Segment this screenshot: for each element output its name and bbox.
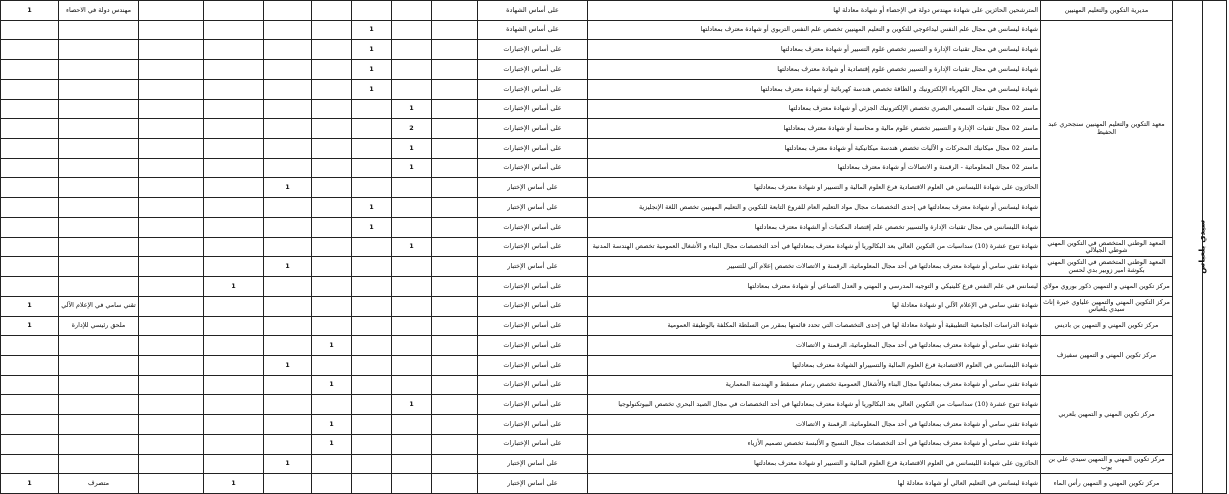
count-cell-g <box>432 474 478 494</box>
qualification-condition-cell: شهادة الدراسات الجامعية التطبيقية أو شهادة معادلة لها في إحدى التخصصات التي تحدد قائمتها بمقرر من السلطة المكلفة بالوظيفة العمومية <box>588 316 1041 336</box>
count-cell-d <box>312 316 352 336</box>
specialty-cell <box>59 119 139 139</box>
count-cell-a <box>139 198 204 218</box>
qualification-condition-cell: شهادة ليسانس في التعليم العالي أو شهادة معادلة لها <box>588 474 1041 494</box>
count-cell-a <box>139 79 204 99</box>
count-cell-d <box>312 178 352 198</box>
total-count-cell <box>1 375 59 395</box>
count-cell-e <box>352 119 392 139</box>
count-cell-e: 1 <box>352 198 392 218</box>
total-count-cell <box>1 198 59 218</box>
total-count-cell: 1 <box>1 474 59 494</box>
total-count-cell <box>1 178 59 198</box>
table-row <box>1 474 1227 494</box>
count-cell-c <box>264 40 312 60</box>
count-cell-b <box>204 178 264 198</box>
recruitment-basis-cell: على أساس الإختبار <box>478 474 588 494</box>
count-cell-f <box>392 454 432 474</box>
institution-cell: معهد التكوين والتعليم المهنيين سنجحري عبد الحفيظ <box>1041 20 1173 237</box>
count-cell-c <box>264 158 312 178</box>
qualification-condition-cell: شهادة تتوج عشرة (10) سداسيات من التكوين العالي بعد البكالوريا أو شهادة معترف بمعادلتها في أحد التخصصات في مجال الصيد البحري تخصص البيوتكنولوجيا <box>588 395 1041 415</box>
count-cell-d <box>312 454 352 474</box>
count-cell-b <box>204 316 264 336</box>
count-cell-f <box>392 415 432 435</box>
count-cell-f <box>392 434 432 454</box>
institution-cell: مركز التكوين المهني والتمهين علياوي خيرة إناث سيدي بلعباس <box>1041 296 1173 316</box>
count-cell-g <box>432 20 478 40</box>
count-cell-f: 1 <box>392 395 432 415</box>
specialty-cell: مهندس دولة في الاحصاء <box>59 1 139 21</box>
recruitment-basis-cell: على أساس الإختبارات <box>478 316 588 336</box>
specialty-cell <box>59 198 139 218</box>
count-cell-d <box>312 474 352 494</box>
count-cell-g <box>432 316 478 336</box>
count-cell-e <box>352 434 392 454</box>
count-cell-e <box>352 316 392 336</box>
count-cell-d <box>312 60 352 80</box>
recruitment-basis-cell: على أساس الإختبارات <box>478 395 588 415</box>
count-cell-d <box>312 139 352 159</box>
total-count-cell <box>1 158 59 178</box>
count-cell-d <box>312 237 352 257</box>
count-cell-d: 1 <box>312 375 352 395</box>
count-cell-b <box>204 139 264 159</box>
count-cell-d <box>312 355 352 375</box>
count-cell-e <box>352 237 392 257</box>
specialty-cell <box>59 79 139 99</box>
count-cell-g <box>432 434 478 454</box>
count-cell-a <box>139 355 204 375</box>
count-cell-e <box>352 375 392 395</box>
count-cell-c: 1 <box>264 454 312 474</box>
count-cell-g <box>432 277 478 297</box>
recruitment-basis-cell: على أساس الإختبارات <box>478 415 588 435</box>
qualification-condition-cell: شهادة تقني سامي أو شهادة معترف بمعادلتها في أحد مجال المعلوماتية، الرقمنة و الاتصالات <box>588 415 1041 435</box>
count-cell-b <box>204 79 264 99</box>
count-cell-g <box>432 355 478 375</box>
table-row <box>1 20 1227 40</box>
qualification-condition-cell: شهادة ليسانس في مجال علم النفس ليداغوجي للتكوين و التعليم المهنيين تخصص علم النفس التربوي أو شهادة معترف بمعادلتها <box>588 20 1041 40</box>
count-cell-b <box>204 217 264 237</box>
recruitment-basis-cell: على أساس الإختبارات <box>478 99 588 119</box>
count-cell-g <box>432 454 478 474</box>
institution-cell: مركز تكوين المهني و التمهين بن باديس <box>1041 316 1173 336</box>
qualification-condition-cell: شهادة ليسانس في مجال الكهرباء الإلكترونيك و الطاقة تخصص هندسة كهربائية أو شهادة معترف بمعادلتها <box>588 79 1041 99</box>
count-cell-e <box>352 415 392 435</box>
count-cell-d <box>312 158 352 178</box>
count-cell-c <box>264 434 312 454</box>
count-cell-e <box>352 355 392 375</box>
recruitment-basis-cell: على أساس الإختبار <box>478 178 588 198</box>
total-count-cell <box>1 355 59 375</box>
qualification-condition-cell: شهادة تقني سامي أو شهادة معترف بمعادلتها في أحد مجال المعلوماتية، الرقمنة و الاتصالات تخصص إعلام آلي للتسيير <box>588 257 1041 277</box>
table-row <box>1 336 1227 356</box>
count-cell-f <box>392 277 432 297</box>
count-cell-f: 1 <box>392 237 432 257</box>
total-count-cell <box>1 20 59 40</box>
specialty-cell <box>59 454 139 474</box>
count-cell-c <box>264 119 312 139</box>
count-cell-a <box>139 454 204 474</box>
count-cell-c: 1 <box>264 257 312 277</box>
table-row <box>1 1 1227 21</box>
count-cell-b <box>204 198 264 218</box>
count-cell-b <box>204 336 264 356</box>
total-count-cell <box>1 119 59 139</box>
count-cell-f <box>392 296 432 316</box>
count-cell-d <box>312 198 352 218</box>
count-cell-c <box>264 474 312 494</box>
count-cell-g <box>432 99 478 119</box>
recruitment-basis-cell: على أساس الإختبارات <box>478 139 588 159</box>
count-cell-g <box>432 139 478 159</box>
count-cell-a <box>139 237 204 257</box>
count-cell-f <box>392 40 432 60</box>
count-cell-e <box>352 454 392 474</box>
count-cell-e <box>352 474 392 494</box>
count-cell-f <box>392 375 432 395</box>
institution-cell: مركز تكوين المهني و التمهين ذكور بوروي مولاي <box>1041 277 1173 297</box>
recruitment-basis-cell: على أساس الشهادة <box>478 1 588 21</box>
table-row <box>1 277 1227 297</box>
total-count-cell <box>1 237 59 257</box>
count-cell-e: 1 <box>352 79 392 99</box>
qualification-condition-cell: ليسانس في علم النفس فرع كلينيكي و التوجيه المدرسي و المهني و العدل الصناعي أو شهادة معترف بمعادلتها <box>588 277 1041 297</box>
recruitment-basis-cell: على أساس الشهادة <box>478 20 588 40</box>
count-cell-g <box>432 40 478 60</box>
recruitment-basis-cell: على أساس الإختبار <box>478 198 588 218</box>
total-count-cell <box>1 99 59 119</box>
count-cell-e <box>352 257 392 277</box>
count-cell-b <box>204 237 264 257</box>
count-cell-c <box>264 217 312 237</box>
count-cell-e <box>352 158 392 178</box>
total-count-cell <box>1 434 59 454</box>
count-cell-g <box>432 217 478 237</box>
count-cell-a <box>139 99 204 119</box>
qualification-condition-cell: شهادة تقني سامي في الإعلام الآلي او شهادة معادلة لها <box>588 296 1041 316</box>
count-cell-a <box>139 60 204 80</box>
count-cell-f <box>392 217 432 237</box>
count-cell-b <box>204 119 264 139</box>
table-row <box>1 237 1227 257</box>
total-count-cell <box>1 395 59 415</box>
specialty-cell: تقني سامي في الإعلام الآلي <box>59 296 139 316</box>
count-cell-g <box>432 415 478 435</box>
count-cell-b <box>204 355 264 375</box>
count-cell-g <box>432 119 478 139</box>
count-cell-g <box>432 296 478 316</box>
recruitment-basis-cell: على أساس الإختبارات <box>478 79 588 99</box>
count-cell-a <box>139 257 204 277</box>
count-cell-d <box>312 99 352 119</box>
qualification-condition-cell: شهادة تتوج عشرة (10) سداسيات من التكوين العالي بعد البكالوريا أو شهادة معترف بمعادلتها في أحد التخصصات مجال البناء و الأشغال العمومية تخصص الهندسة المدنية <box>588 237 1041 257</box>
specialty-cell <box>59 99 139 119</box>
count-cell-f <box>392 198 432 218</box>
count-cell-b: 1 <box>204 277 264 297</box>
count-cell-b <box>204 375 264 395</box>
count-cell-c <box>264 277 312 297</box>
count-cell-e: 1 <box>352 20 392 40</box>
count-cell-c <box>264 415 312 435</box>
count-cell-c <box>264 237 312 257</box>
institution-cell: مركز تكوين المهني و التمهين رأس الماء <box>1041 474 1173 494</box>
count-cell-b <box>204 454 264 474</box>
specialty-cell <box>59 139 139 159</box>
recruitment-basis-cell: على أساس الإختبارات <box>478 119 588 139</box>
count-cell-c <box>264 1 312 21</box>
count-cell-c <box>264 296 312 316</box>
recruitment-basis-cell: على أساس الإختبارات <box>478 158 588 178</box>
specialty-cell <box>59 158 139 178</box>
specialty-cell: ملحق رئيسي للإدارة <box>59 316 139 336</box>
recruitment-basis-cell: على أساس الإختبارات <box>478 237 588 257</box>
qualification-condition-cell: شهادة الليسانس في العلوم الاقتصادية فرع العلوم المالية والتسييراو الشهادة معترف بمعادلتها <box>588 355 1041 375</box>
count-cell-a <box>139 415 204 435</box>
count-cell-g <box>432 375 478 395</box>
wilaya-label: سيدي بلعباس <box>1197 219 1207 274</box>
count-cell-d <box>312 119 352 139</box>
count-cell-b <box>204 99 264 119</box>
wilaya-cell <box>1173 1 1207 494</box>
count-cell-f <box>392 474 432 494</box>
count-cell-c <box>264 139 312 159</box>
count-cell-g <box>432 237 478 257</box>
count-cell-a <box>139 434 204 454</box>
specialty-cell <box>59 277 139 297</box>
institution-cell: مديرية التكوين والتعليم المهنيين <box>1041 1 1173 21</box>
count-cell-f: 1 <box>392 99 432 119</box>
qualification-condition-cell: الحائزون على شهادة الليسانس في العلوم الاقتصادية فرع العلوم المالية و التسيير او شهادة معترف بمعادلتها <box>588 454 1041 474</box>
specialty-cell <box>59 257 139 277</box>
count-cell-a <box>139 139 204 159</box>
qualification-condition-cell: شهادة ليسانس في مجال تقنيات الإدارة و التسيير تخصص علوم التسيير أو شهادة معترف بمعادلتها <box>588 40 1041 60</box>
qualification-condition-cell: الحائزون على شهادة الليسانس في العلوم الاقتصادية فرع العلوم المالية و التسيير او شهادة معترف بمعادلتها <box>588 178 1041 198</box>
total-count-cell <box>1 60 59 80</box>
count-cell-b <box>204 40 264 60</box>
count-cell-a <box>139 158 204 178</box>
count-cell-a <box>139 474 204 494</box>
count-cell-a <box>139 119 204 139</box>
qualification-condition-cell: شهادة تقني سامي أو شهادة معترف بمعادلتها في أحد مجال المعلوماتية، الرقمنة و الاتصالات <box>588 336 1041 356</box>
count-cell-b <box>204 1 264 21</box>
count-cell-f <box>392 1 432 21</box>
count-cell-a <box>139 1 204 21</box>
recruitment-basis-cell: على أساس الإختبار <box>478 454 588 474</box>
count-cell-a <box>139 40 204 60</box>
total-count-cell <box>1 139 59 159</box>
qualification-condition-cell: شهادة ليسانس في مجال تقنيات الإدارة و التسيير تخصص علوم إقتصادية أو شهادة معترف بمعادلتها <box>588 60 1041 80</box>
total-count-cell: 1 <box>1 1 59 21</box>
specialty-cell <box>59 20 139 40</box>
count-cell-e: 1 <box>352 217 392 237</box>
count-cell-d <box>312 277 352 297</box>
count-cell-a <box>139 375 204 395</box>
institution-cell: المعهد الوطني المتخصص في التكوين المهني شوطي الجيلالي <box>1041 237 1173 257</box>
specialty-cell <box>59 355 139 375</box>
qualification-condition-cell: شهادة تقني سامي أو شهادة معترف بمعادلتها مجال البناء والأشغال العمومية تخصص رسام مسقط و الهندسة المعمارية <box>588 375 1041 395</box>
recruitment-basis-cell: على أساس الإختبارات <box>478 277 588 297</box>
count-cell-f <box>392 355 432 375</box>
count-cell-c <box>264 336 312 356</box>
specialty-cell <box>59 40 139 60</box>
count-cell-g <box>432 60 478 80</box>
count-cell-g <box>432 198 478 218</box>
count-cell-a <box>139 336 204 356</box>
total-count-cell <box>1 217 59 237</box>
count-cell-d <box>312 217 352 237</box>
table-row <box>1 257 1227 277</box>
count-cell-e <box>352 395 392 415</box>
count-cell-c <box>264 375 312 395</box>
count-cell-e <box>352 277 392 297</box>
count-cell-b: 1 <box>204 474 264 494</box>
qualification-condition-cell: شهادة الليسانس في مجال تقنيات الإدارة والتسيير تخصص علم إقتصاد المكتبات أو الشهادة معترف بمعادلتها <box>588 217 1041 237</box>
count-cell-d <box>312 79 352 99</box>
recruitment-basis-cell: على أساس الإختبارات <box>478 217 588 237</box>
count-cell-c <box>264 316 312 336</box>
specialty-cell <box>59 434 139 454</box>
count-cell-d <box>312 296 352 316</box>
institution-cell: المعهد الوطني المتخصص في التكوين المهني بكوشة امير زوبير بدي لحسن <box>1041 257 1173 277</box>
count-cell-e <box>352 99 392 119</box>
count-cell-f <box>392 178 432 198</box>
count-cell-d <box>312 257 352 277</box>
recruitment-basis-cell: على أساس الإختبارات <box>478 296 588 316</box>
specialty-cell: متصرف <box>59 474 139 494</box>
count-cell-a <box>139 178 204 198</box>
specialty-cell <box>59 395 139 415</box>
total-count-cell: 1 <box>1 296 59 316</box>
specialty-cell <box>59 237 139 257</box>
count-cell-d: 1 <box>312 415 352 435</box>
count-cell-d <box>312 1 352 21</box>
count-cell-c <box>264 79 312 99</box>
count-cell-f <box>392 257 432 277</box>
count-cell-b <box>204 415 264 435</box>
table-row <box>1 454 1227 474</box>
table-row <box>1 375 1227 395</box>
count-cell-f: 1 <box>392 158 432 178</box>
count-cell-g <box>432 257 478 277</box>
count-cell-a <box>139 296 204 316</box>
qualification-condition-cell: ماستر 02 مجال ميكانيك المحركات و الآليات تخصص هندسة ميكانيكية أو شهادة معترف بمعادلتها <box>588 139 1041 159</box>
specialty-cell <box>59 415 139 435</box>
count-cell-b <box>204 395 264 415</box>
total-count-cell <box>1 79 59 99</box>
count-cell-d: 1 <box>312 434 352 454</box>
count-cell-c <box>264 60 312 80</box>
count-cell-a <box>139 395 204 415</box>
total-count-cell <box>1 336 59 356</box>
count-cell-c <box>264 99 312 119</box>
total-count-cell <box>1 277 59 297</box>
count-cell-c: 1 <box>264 178 312 198</box>
count-cell-b <box>204 158 264 178</box>
count-cell-c <box>264 395 312 415</box>
count-cell-f: 1 <box>392 139 432 159</box>
count-cell-g <box>432 178 478 198</box>
qualification-condition-cell: ماستر 02 مجال تقنيات الإدارة و التسيير تخصص علوم مالية و محاسبة أو شهادة معترف بمعادلتها <box>588 119 1041 139</box>
count-cell-f <box>392 316 432 336</box>
count-cell-c <box>264 198 312 218</box>
count-cell-b <box>204 60 264 80</box>
table-row <box>1 316 1227 336</box>
recruitment-basis-cell: على أساس الإختبارات <box>478 40 588 60</box>
count-cell-f <box>392 79 432 99</box>
count-cell-a <box>139 20 204 40</box>
total-count-cell <box>1 454 59 474</box>
institution-cell: مركز تكوين المهني و التمهين بلعربي <box>1041 375 1173 454</box>
count-cell-e: 1 <box>352 40 392 60</box>
specialty-cell <box>59 217 139 237</box>
count-cell-d <box>312 40 352 60</box>
recruitment-basis-cell: على أساس الإختبارات <box>478 336 588 356</box>
specialty-cell <box>59 60 139 80</box>
count-cell-d <box>312 395 352 415</box>
institution-cell: مركز تكوين المهني و التمهين سيدي علي بن يوب <box>1041 454 1173 474</box>
count-cell-e <box>352 139 392 159</box>
recruitment-basis-cell: على أساس الإختبارات <box>478 375 588 395</box>
qualification-condition-cell: ماستر 02 مجال تقنيات السمعي البصري تخصص الإلكترونيك الجزئي أو شهادة معترف بمعادلتها <box>588 99 1041 119</box>
recruitment-basis-cell: على أساس الإختبار <box>478 257 588 277</box>
institution-cell: مركز تكوين المهني و التمهين سفيزف <box>1041 336 1173 375</box>
count-cell-g <box>432 1 478 21</box>
count-cell-f <box>392 336 432 356</box>
recruitment-basis-cell: على أساس الإختبارات <box>478 355 588 375</box>
count-cell-g <box>432 158 478 178</box>
count-cell-g <box>432 336 478 356</box>
count-cell-d: 1 <box>312 336 352 356</box>
count-cell-b <box>204 20 264 40</box>
count-cell-b <box>204 257 264 277</box>
count-cell-e <box>352 178 392 198</box>
specialty-cell <box>59 336 139 356</box>
count-cell-b <box>204 296 264 316</box>
count-cell-c <box>264 20 312 40</box>
count-cell-e <box>352 1 392 21</box>
qualification-condition-cell: شهادة تقني سامي أو شهادة معترف بمعادلتها في أحد التخصصات مجال النسيج و الألبسة تخصص تصميم الأزياء <box>588 434 1041 454</box>
count-cell-f <box>392 60 432 80</box>
total-count-cell <box>1 40 59 60</box>
recruitment-basis-cell: على أساس الإختبارات <box>478 60 588 80</box>
total-count-cell <box>1 257 59 277</box>
table-row <box>1 296 1227 316</box>
specialty-cell <box>59 375 139 395</box>
count-cell-e <box>352 296 392 316</box>
count-cell-g <box>432 395 478 415</box>
count-cell-b <box>204 434 264 454</box>
count-cell-e <box>352 336 392 356</box>
count-cell-a <box>139 217 204 237</box>
specialty-cell <box>59 178 139 198</box>
count-cell-e: 1 <box>352 60 392 80</box>
count-cell-g <box>432 79 478 99</box>
count-cell-a <box>139 277 204 297</box>
total-count-cell: 1 <box>1 316 59 336</box>
recruitment-basis-cell: على أساس الإختبارات <box>478 434 588 454</box>
total-count-cell <box>1 415 59 435</box>
qualification-condition-cell: المترشحين الحائزين على شهادة مهندس دولة في الإحصاء أو شهادة معادلة لها <box>588 1 1041 21</box>
count-cell-f: 2 <box>392 119 432 139</box>
count-cell-c: 1 <box>264 355 312 375</box>
qualification-condition-cell: شهادة ليسانس أو شهادة معترف بمعادلتها في إحدى التخصصات مجال مواد التعليم العام للفروع التابعة للتكوين و التعليم المهنيين تخصص اللغة الإنجليزية <box>588 198 1041 218</box>
qualification-condition-cell: ماستر 02 مجال المعلوماتية - الرقمنة و الاتصالات أو شهادة معترف بمعادلتها <box>588 158 1041 178</box>
count-cell-f <box>392 20 432 40</box>
count-cell-a <box>139 316 204 336</box>
count-cell-d <box>312 20 352 40</box>
